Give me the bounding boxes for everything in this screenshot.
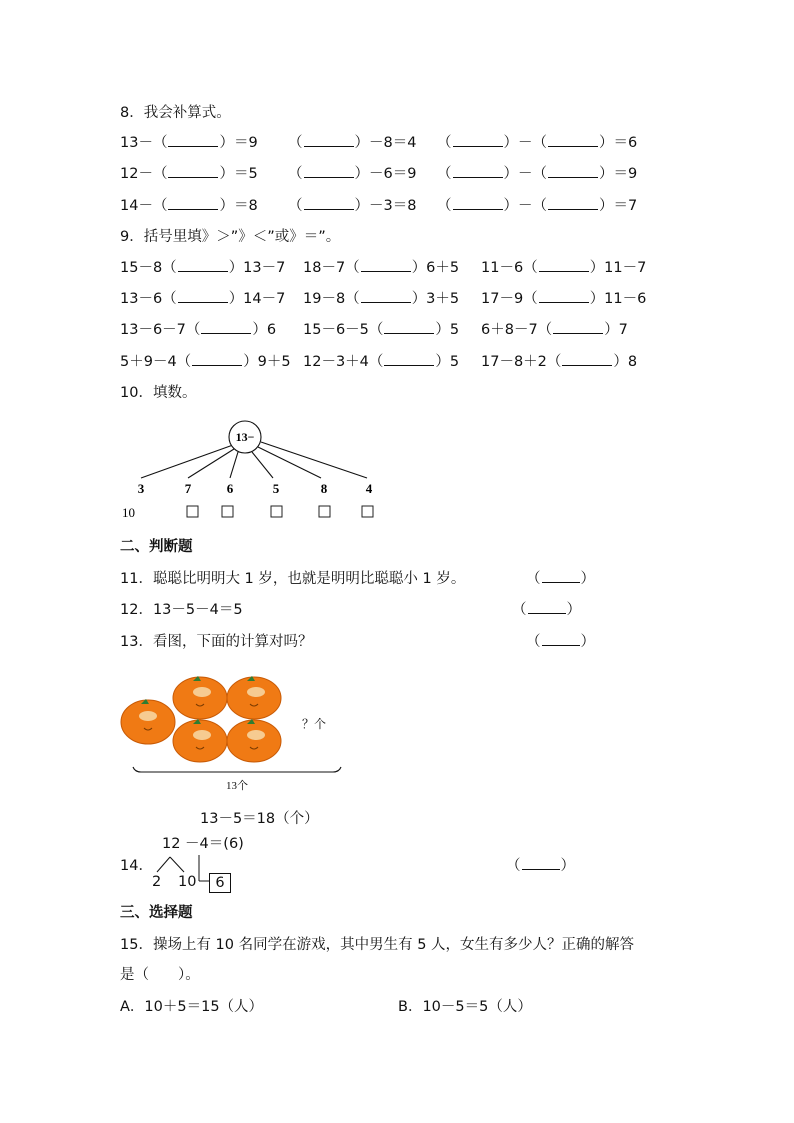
q9-comparison[interactable]: 6＋8－7（ ）7 [481,322,628,338]
q9-comparison[interactable]: 15－6－5（ ）5 [303,322,460,338]
q9-comparison[interactable]: 17－8＋2（ ）8 [481,354,638,370]
q15-text: 15．操场上有 10 名同学在游戏，其中男生有 5 人，女生有多少人？正确的解答 [120,937,635,953]
section3-title: 三、选择题 [120,905,193,921]
q9-comparison[interactable]: 17－9（ ）11－6 [481,291,647,307]
q10-leaf: 5 [272,481,280,496]
q9-comparison[interactable]: 18－7（ ）6＋5 [303,260,460,276]
q14-split-left: 2 [152,874,162,890]
q10-answer-box[interactable] [319,506,330,517]
q14-equation: 12 －4＝(6) [162,836,244,852]
q8-equation[interactable]: （ ）－（ ）＝6 [437,135,638,151]
q10-branch [230,452,238,478]
q8-equation[interactable]: （ ）－6＝9 [288,166,417,182]
section2-title: 二、判断题 [120,539,193,555]
q15-text-continued: 是（ ）。 [120,967,200,983]
q12-answer[interactable]: （ ） [512,602,581,618]
q8-equation[interactable]: 12－（ ）＝5 [120,166,258,182]
orange-icon [121,699,175,744]
q10-leaf: 7 [184,481,192,496]
q14-answer[interactable]: （ ） [506,858,575,874]
q14-label: 14． [120,858,153,874]
q8-equation[interactable]: （ ）－（ ）＝7 [437,198,638,214]
q9-comparison[interactable]: 15－8（ ）13－7 [120,260,286,276]
orange-icon [173,719,227,762]
q9-comparison[interactable]: 5＋9－4（ ）9＋5 [120,354,291,370]
q8-title: 8．我会补算式。 [120,105,231,121]
q8-equation[interactable]: 13－（ ）＝9 [120,135,258,151]
q10-title: 10．填数。 [120,385,197,401]
q10-branch [252,452,273,478]
q11-text: 11．聪聪比明明大 1 岁，也就是明明比聪聪小 1 岁。 [120,571,466,587]
q11-answer[interactable]: （ ） [526,571,595,587]
q12-text: 12．13－5－4＝5 [120,602,243,618]
q10-answer-box[interactable] [187,506,198,517]
q10-center-label: 13− [235,430,255,444]
option-b[interactable]: B．10－5＝5（人） [398,999,532,1015]
orange-icon [227,676,281,719]
q8-equation[interactable]: 14－（ ）＝8 [120,198,258,214]
q10-answer-box[interactable] [271,506,282,517]
q9-comparison[interactable]: 12－3＋4（ ）5 [303,354,460,370]
total-brace [133,767,341,772]
q10-leaf: 8 [320,481,328,496]
orange-icon [173,676,227,719]
option-a[interactable]: A．10＋5＝15（人） [120,999,264,1015]
q13-unknown-label: ？个 [302,717,327,731]
q9-title: 9．括号里填》＞”》＜”或》＝”。 [120,229,341,245]
q10-branch [141,445,233,478]
q10-leaf: 3 [137,481,145,496]
q13-text: 13．看图，下面的计算对吗？ [120,634,313,650]
q10-leaf: 4 [365,481,373,496]
q13-answer[interactable]: （ ） [526,634,595,650]
oranges-picture [121,676,281,762]
q9-comparison[interactable]: 19－8（ ）3＋5 [303,291,460,307]
q10-answer: 10 [122,505,135,520]
q9-comparison[interactable]: 13－6－7（ ）6 [120,322,277,338]
q8-equation[interactable]: （ ）－（ ）＝9 [437,166,638,182]
orange-icon [227,719,281,762]
q13-equation: 13－5＝18（个） [200,811,319,827]
q8-equation[interactable]: （ ）－3＝8 [288,198,417,214]
q14-box: 6 [209,873,231,893]
q10-answer-box[interactable] [222,506,233,517]
q13-total-label: 13个 [226,780,248,792]
q14-split-right: 10 [178,874,197,890]
q10-branch [261,442,367,478]
q10-answer-box[interactable] [362,506,373,517]
q10-leaf: 6 [226,481,234,496]
q9-comparison[interactable]: 11－6（ ）11－7 [481,260,647,276]
q8-equation[interactable]: （ ）－8＝4 [288,135,417,151]
q9-comparison[interactable]: 13－6（ ）14－7 [120,291,286,307]
